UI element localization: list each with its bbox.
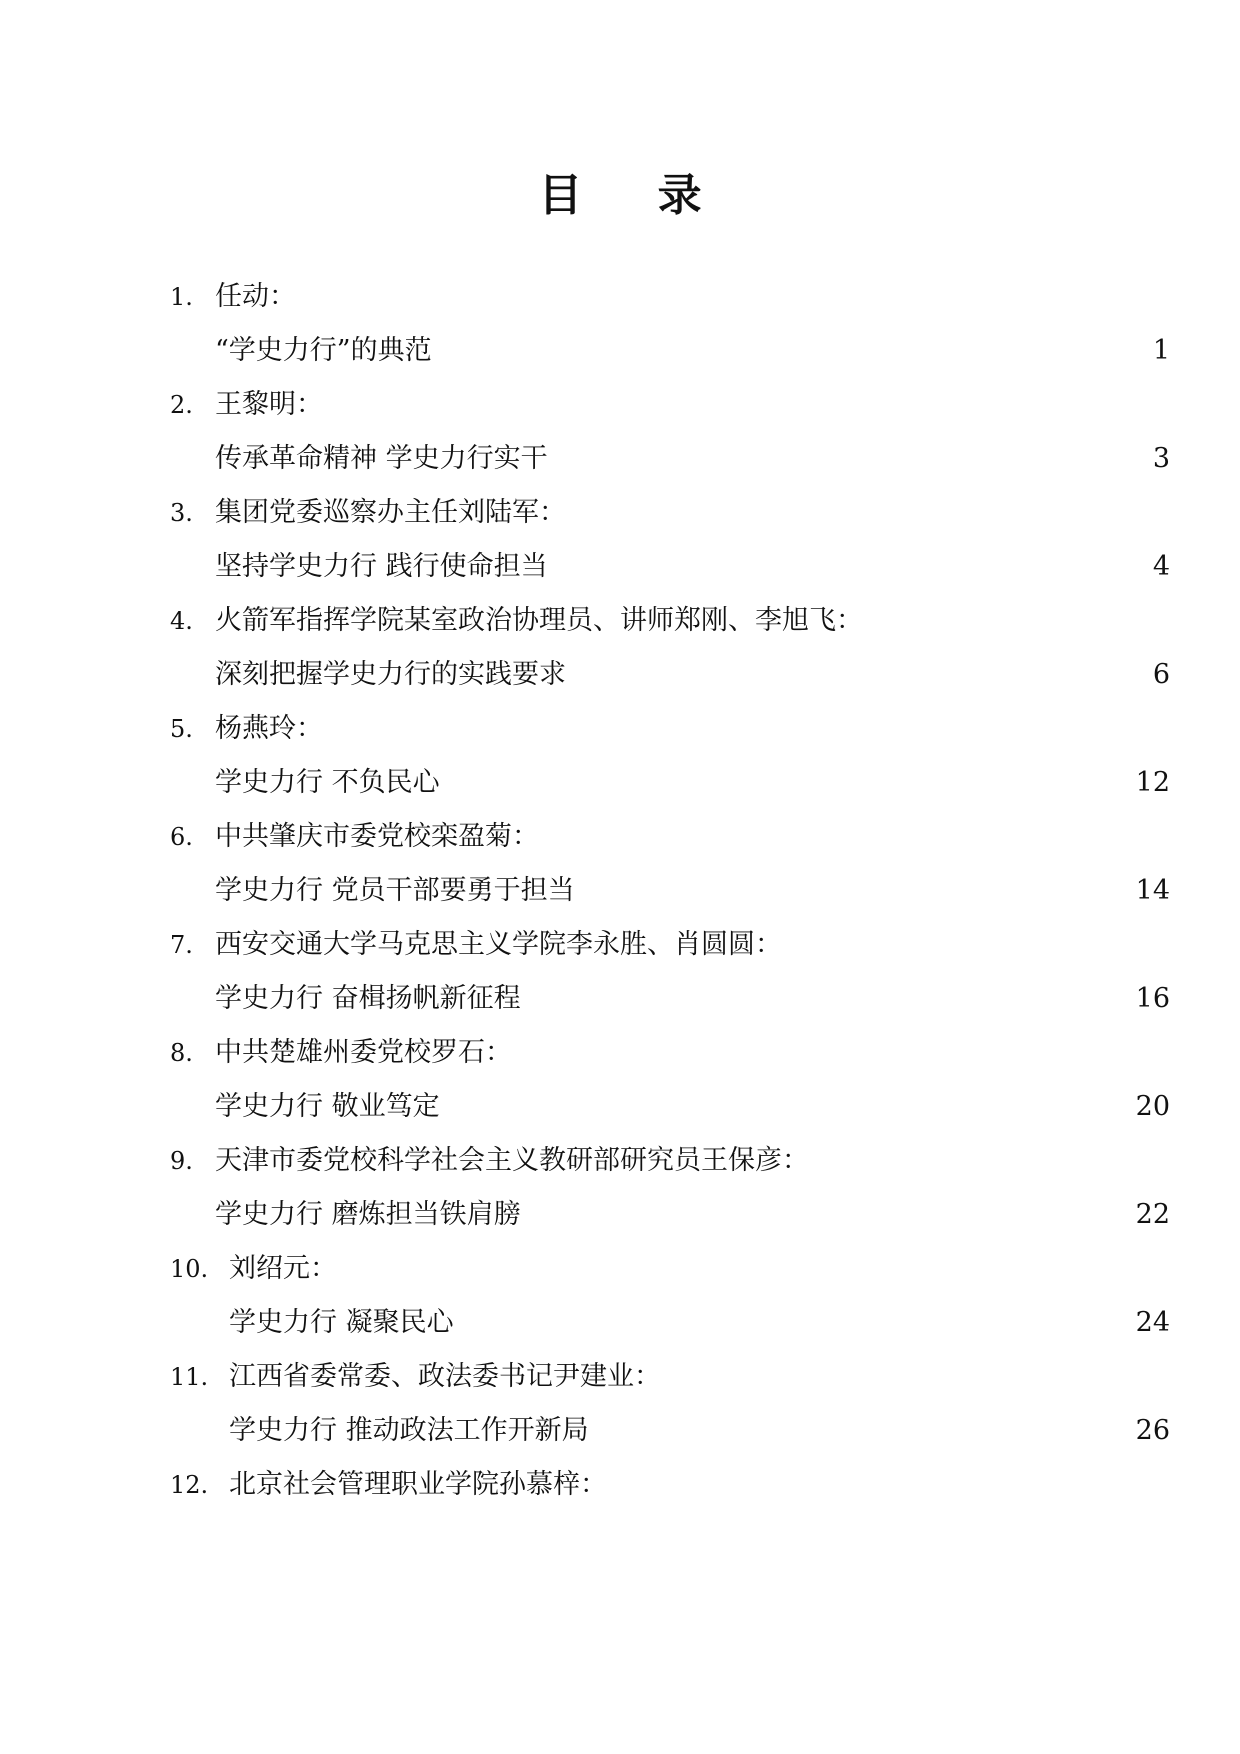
toc-author-row [0,810,1240,864]
toc-subtitle-row [0,648,1240,702]
toc-entry-2[interactable] [0,378,1240,486]
toc-entry-number: 2. [170,391,193,419]
toc-author-row [0,1458,1240,1512]
toc-entry-author: 北京社会管理职业学院孙慕梓： [229,1469,607,1500]
toc-subtitle-row [0,864,1240,918]
toc-entry-author: 西安交通大学马克思主义学院李永胜、肖圆圆： [215,929,782,960]
toc-entry-page: 20 [1135,1091,1170,1122]
toc-entry-author: 杨燕玲： [215,713,323,744]
toc-author-row [0,1350,1240,1404]
toc-entry-author: 集团党委巡察办主任刘陆军： [215,497,566,528]
toc-subtitle-row [0,540,1240,594]
toc-author-row [0,702,1240,756]
toc-author-row [0,1026,1240,1080]
toc-entry-page: 12 [1135,767,1170,798]
toc-subtitle-row [0,972,1240,1026]
toc-entry-number: 10. [170,1255,209,1283]
toc-entry-5[interactable] [0,702,1240,810]
toc-entry-page: 1 [1152,335,1170,366]
toc-entry-author: 天津市委党校科学社会主义教研部研究员王保彦： [215,1145,809,1176]
toc-entry-1[interactable] [0,270,1240,378]
toc-entry-7[interactable] [0,918,1240,1026]
toc-entry-12[interactable] [0,1458,1240,1566]
toc-entry-subtitle[interactable]: 传承革命精神 学史力行实干 [215,443,548,474]
toc-author-row [0,486,1240,540]
toc-entry-3[interactable] [0,486,1240,594]
toc-entry-number: 5. [170,715,193,743]
toc-entry-page: 16 [1135,983,1170,1014]
toc-author-row [0,270,1240,324]
toc-entry-page: 26 [1135,1415,1170,1446]
toc-author-row [0,1242,1240,1296]
toc-entry-number: 3. [170,499,193,527]
toc-entry-subtitle[interactable]: 学史力行 磨炼担当铁肩膀 [215,1199,521,1230]
toc-author-row [0,378,1240,432]
toc-author-row [0,594,1240,648]
toc-entry-number: 9. [170,1147,193,1175]
toc-list [0,270,1240,1566]
toc-entry-page: 24 [1135,1307,1170,1338]
toc-entry-6[interactable] [0,810,1240,918]
toc-entry-subtitle[interactable]: “学史力行”的典范 [215,335,432,366]
toc-subtitle-row [0,432,1240,486]
toc-entry-subtitle[interactable]: 学史力行 不负民心 [215,767,440,798]
toc-author-row [0,1134,1240,1188]
toc-entry-number: 4. [170,607,193,635]
toc-author-row [0,918,1240,972]
toc-entry-subtitle[interactable]: 深刻把握学史力行的实践要求 [215,659,566,690]
toc-entry-page: 6 [1152,659,1170,690]
toc-entry-author: 江西省委常委、政法委书记尹建业： [229,1361,661,1392]
toc-entry-subtitle[interactable]: 学史力行 推动政法工作开新局 [229,1415,589,1446]
toc-entry-page: 3 [1152,443,1170,474]
toc-entry-author: 刘绍元： [229,1253,337,1284]
toc-entry-subtitle[interactable]: 学史力行 敬业笃定 [215,1091,440,1122]
toc-entry-number: 6. [170,823,193,851]
toc-entry-page: 22 [1135,1199,1170,1230]
toc-entry-author: 中共肇庆市委党校栾盈菊： [215,821,539,852]
toc-entry-author: 任动： [215,281,296,312]
toc-entry-subtitle[interactable]: 学史力行 奋楫扬帆新征程 [215,983,521,1014]
page-title: 目 录 [538,170,732,221]
toc-subtitle-row [0,1404,1240,1458]
toc-entry-11[interactable] [0,1350,1240,1458]
toc-entry-8[interactable] [0,1026,1240,1134]
toc-entry-subtitle[interactable]: 学史力行 凝聚民心 [229,1307,454,1338]
toc-entry-4[interactable] [0,594,1240,702]
toc-entry-10[interactable] [0,1242,1240,1350]
toc-entry-number: 11. [170,1363,209,1391]
toc-entry-page: 14 [1135,875,1170,906]
toc-subtitle-row [0,756,1240,810]
toc-subtitle-row [0,324,1240,378]
toc-subtitle-row [0,1080,1240,1134]
toc-entry-author: 中共楚雄州委党校罗石： [215,1037,512,1068]
toc-entry-page: 4 [1152,551,1170,582]
toc-entry-number: 7. [170,931,193,959]
toc-entry-9[interactable] [0,1134,1240,1242]
toc-entry-number: 8. [170,1039,193,1067]
toc-subtitle-row [0,1188,1240,1242]
toc-entry-author: 王黎明： [215,389,323,420]
toc-entry-subtitle[interactable]: 学史力行 党员干部要勇于担当 [215,875,575,906]
toc-entry-number: 1. [170,283,193,311]
toc-entry-number: 12. [170,1471,209,1499]
toc-subtitle-row [0,1296,1240,1350]
toc-entry-subtitle[interactable]: 坚持学史力行 践行使命担当 [215,551,548,582]
toc-entry-author: 火箭军指挥学院某室政治协理员、讲师郑刚、李旭飞： [215,605,863,636]
